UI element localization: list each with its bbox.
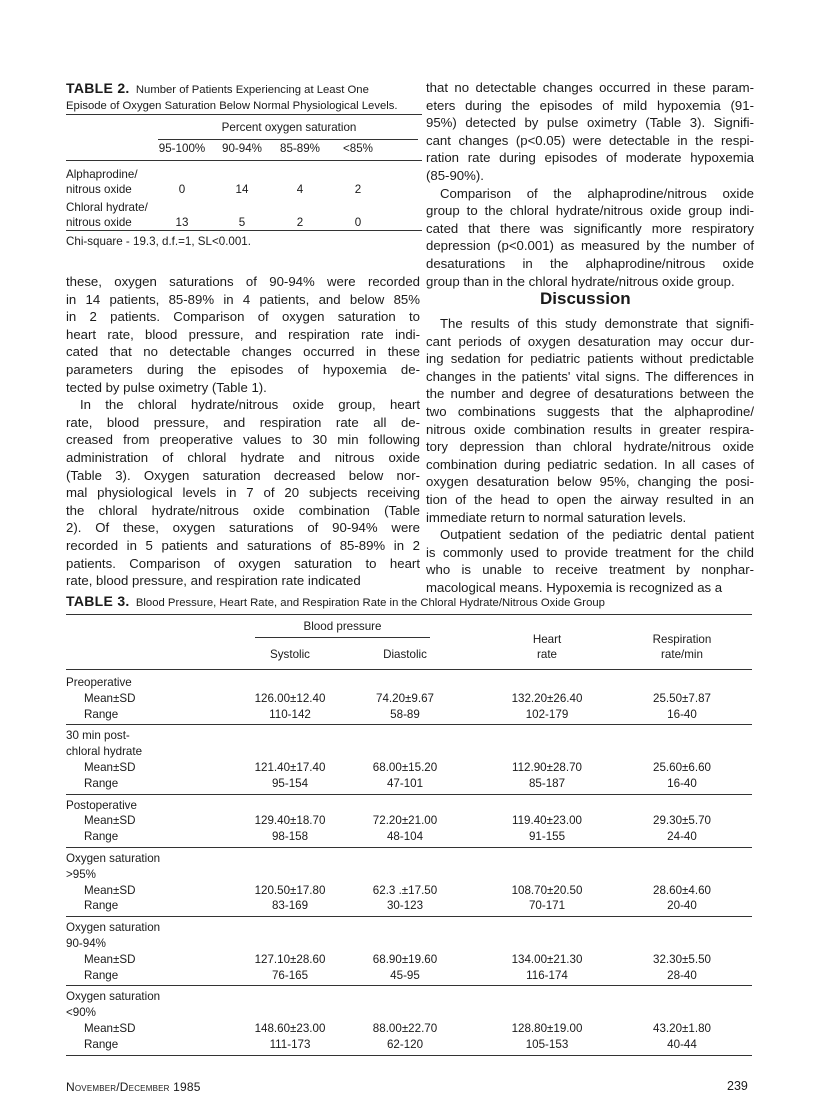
table3-cell: 47-101 <box>386 776 424 790</box>
text-line: depression (p<0.001) as measured by the number of <box>426 238 754 254</box>
table3-cell: 119.40±23.00 <box>512 814 582 828</box>
table3-cell: 30-123 <box>386 899 424 913</box>
discussion-text <box>426 315 754 597</box>
text-line: (Table 3). Oxygen saturation decreased below nor- <box>66 467 420 483</box>
text-line: eters during the episodes of mild hypoxemia (91- <box>426 97 754 113</box>
table3-row-label: Range <box>84 776 119 790</box>
table3-row-rule <box>66 847 752 848</box>
table3-group-label: chloral hydrate <box>66 745 143 759</box>
table3-group-label: Preoperative <box>66 676 132 689</box>
text-line: ing sedation for pediatric patients without predictable <box>426 351 754 367</box>
table3-cell: 74.20±9.67 <box>376 691 434 705</box>
table3-cell: 68.00±15.20 <box>372 761 438 774</box>
text-line: cant changes (p<0.05) were detectable in the respi- <box>426 132 754 148</box>
text-line: group than in the chloral hydrate/nitrous oxide group. <box>426 273 735 289</box>
table3-column-header: Systolic <box>270 648 310 661</box>
table3-row-rule <box>66 794 752 795</box>
table2-caption-line: Number of Patients Experiencing at Least One <box>135 84 369 96</box>
text-line: tory depression than chloral hydrate/nitrous oxide <box>426 439 754 455</box>
text-line: desaturations in the alphaprodine/nitrous oxide <box>426 255 754 271</box>
text-line: rate, blood pressure, and respiration rate indicated <box>66 573 361 589</box>
table3-cell: 72.20±21.00 <box>372 814 438 828</box>
text-line: in 2 patients. Comparison of oxygen saturation to <box>66 309 420 325</box>
table3-cell: 62.3 .±17.50 <box>372 883 438 897</box>
table2-row-label: Alphaprodine/ <box>66 168 138 181</box>
table3-cell: 48-104 <box>386 830 424 844</box>
text-line: tion of the head to open the airway resulted in an <box>426 491 754 507</box>
table3-cell: 95-154 <box>271 776 309 790</box>
table3-cell: 40-44 <box>667 1037 697 1051</box>
text-line: two combinations suggests that the alphaprodine/ <box>426 403 754 419</box>
text-line: The results of this study demonstrate that signifi- <box>440 316 754 331</box>
text-line: changes in the patients' vital signs. The differences in <box>426 368 754 384</box>
table2-cell: 2 <box>296 216 304 229</box>
table3-cell: 88.00±22.70 <box>372 1022 438 1035</box>
table2-column-header: 85-89% <box>280 142 320 155</box>
table3-header-rule <box>66 669 752 670</box>
table3-column-header: rate/min <box>661 648 703 661</box>
text-line: In the chloral hydrate/nitrous oxide group, heart <box>80 397 420 413</box>
table3-group-label: <90% <box>66 1006 96 1020</box>
right-column-text <box>426 79 754 290</box>
table2-caption <box>66 80 422 114</box>
table3-cell: 85-187 <box>528 776 566 790</box>
table2-top-rule <box>66 114 422 115</box>
table2-bottom-rule <box>66 230 422 231</box>
table2-row-label: Chloral hydrate/ <box>66 201 148 214</box>
table3-column-header: Respiration <box>652 633 712 646</box>
table3-row-rule <box>66 985 752 986</box>
table3-row-label: Mean±SD <box>84 952 136 966</box>
table3-cell: 28-40 <box>667 968 697 982</box>
table3-cell: 25.50±7.87 <box>653 691 711 705</box>
table3-cell: 83-169 <box>271 899 309 913</box>
text-line: 2). Of these, oxygen saturations of 90-94% were <box>66 520 420 536</box>
table3-column-header: rate <box>537 648 557 661</box>
text-line: cated that no detectable changes occurred in these <box>66 344 420 360</box>
text-line: (85-90%). <box>426 167 484 183</box>
table3-cell: 43.20±1.80 <box>653 1022 711 1035</box>
table3-cell: 121.40±17.40 <box>254 761 326 774</box>
text-line: cated that there was significantly more respiratory <box>426 220 754 236</box>
table3-label: TABLE 3. <box>66 593 130 609</box>
table2-cell: 2 <box>354 183 362 196</box>
table3-cell: 132.20±26.40 <box>511 691 583 705</box>
table3-cell: 45-95 <box>390 968 420 982</box>
text-line: mal physiological levels in 7 of 20 subjects receiving <box>66 485 420 501</box>
table3-row-rule <box>66 916 752 917</box>
table3-row-label: Range <box>84 830 119 844</box>
table2-group-header: Percent oxygen saturation <box>221 121 357 134</box>
table2-footnote: Chi-square - 19.3, d.f.=1, SL<0.001. <box>66 235 251 248</box>
text-line: group to the chloral hydrate/nitrous oxide group indi- <box>426 203 754 219</box>
table2-column-header: 90-94% <box>222 142 262 155</box>
table3-cell: 148.60±23.00 <box>254 1022 326 1035</box>
table2-row-label: nitrous oxide <box>66 183 132 196</box>
table3-cell: 70-171 <box>528 899 566 913</box>
table3-cell: 102-179 <box>525 707 569 721</box>
text-line: nitrous oxide combination results in greater respira- <box>426 421 754 437</box>
table3-cell: 62-120 <box>386 1037 424 1051</box>
table2-column-header: <85% <box>343 142 373 155</box>
table3-top-rule <box>66 614 752 615</box>
text-line: immediate return to normal saturation levels. <box>426 509 687 525</box>
table2-caption-line: Episode of Oxygen Saturation Below Normal Physiological Levels. <box>66 100 398 112</box>
table3-row-label: Mean±SD <box>84 1022 136 1035</box>
table3-cell: 128.80±19.00 <box>511 1022 583 1035</box>
table3-cell: 110-142 <box>269 707 311 721</box>
table2-cell: 0 <box>178 183 186 196</box>
table3-cell: 16-40 <box>667 707 697 721</box>
table3-cell: 91-155 <box>528 830 566 844</box>
table3-row-label: Mean±SD <box>84 814 136 828</box>
table2-cell: 0 <box>354 216 362 229</box>
table3-cell: 20-40 <box>667 899 697 913</box>
text-line: 95%) detected by pulse oximetry (Table 3). Signifi- <box>426 115 754 131</box>
table3-row-label: Range <box>84 899 119 913</box>
text-line: these, oxygen saturations of 90-94% were recorded <box>66 274 420 289</box>
table3-cell: 29.30±5.70 <box>653 814 711 828</box>
text-line: administration of chloral hydrate and nitrous oxide <box>66 449 420 465</box>
table3-cell: 16-40 <box>667 776 697 790</box>
table2-cell: 13 <box>175 216 189 229</box>
table3-row-label: Mean±SD <box>84 883 136 897</box>
text-line: rate, blood pressure, and respiration rate all de- <box>66 414 420 430</box>
table3-column-header: Diastolic <box>383 648 427 661</box>
text-line: oxygen desaturation below 95%, changing the posi- <box>426 474 754 490</box>
table3-group-label: Oxygen saturation <box>66 990 161 1004</box>
table2-cell: 4 <box>296 183 304 196</box>
table2-group-rule <box>158 139 418 140</box>
table3-row-label: Range <box>84 707 119 721</box>
text-line: Comparison of the alphaprodine/nitrous oxide <box>440 185 754 201</box>
table3-cell: 112.90±28.70 <box>512 761 582 774</box>
table3-cell: 116-174 <box>526 968 568 982</box>
table2-cell: 5 <box>238 216 246 229</box>
table2-row-label: nitrous oxide <box>66 216 132 229</box>
table2-header-rule <box>66 160 422 161</box>
table3-cell: 129.40±18.70 <box>254 814 326 828</box>
left-column-text <box>66 273 420 590</box>
table3-cell: 25.60±6.60 <box>653 761 711 774</box>
table3-group-label: 90-94% <box>66 937 106 950</box>
table3-row-rule <box>66 724 752 725</box>
table3-cell: 24-40 <box>667 830 697 844</box>
table2-column-header: 95-100% <box>158 142 206 155</box>
table3-row-label: Mean±SD <box>84 761 136 774</box>
table3-cell: 32.30±5.50 <box>653 952 711 966</box>
text-line: the chloral hydrate/nitrous oxide combination (Table <box>66 502 420 518</box>
footer-journal-issue: November/December 1985 <box>66 1080 201 1094</box>
text-line: the number and degree of desaturations between the <box>426 386 754 402</box>
text-line: cant periods of oxygen desaturation may occur dur- <box>426 333 754 349</box>
table3-cell: 134.00±21.30 <box>511 952 583 966</box>
table3-caption-text: Blood Pressure, Heart Rate, and Respiration Rate in the Chloral Hydrate/Nitrous Oxide Group <box>135 597 605 609</box>
table3-group-label: Oxygen saturation <box>66 921 161 935</box>
text-line: creased from preoperative values to 30 min following <box>66 432 420 448</box>
text-line: Outpatient sedation of the pediatric dental patient <box>440 527 754 543</box>
table3-cell: 68.90±19.60 <box>372 952 438 966</box>
table3-cell: 58-89 <box>390 707 420 721</box>
table3-group-label: >95% <box>66 867 96 881</box>
text-line: who is unable to receive treatment by nonphar- <box>426 562 754 578</box>
text-line: heart rate, blood pressure, and respiration rate indi- <box>66 326 420 342</box>
table3-cell: 28.60±4.60 <box>653 883 711 897</box>
table3-cell: 120.50±17.80 <box>254 883 326 897</box>
table3-cell: 127.10±28.60 <box>254 952 326 966</box>
text-line: macological means. Hypoxemia is recognized as a <box>426 579 723 595</box>
table3-column-header: Heart <box>532 633 562 646</box>
table3-cell: 111-173 <box>269 1037 311 1051</box>
section-heading-discussion: Discussion <box>540 289 631 308</box>
table3-group-rule <box>255 637 430 638</box>
table3-cell: 108.70±20.50 <box>511 883 583 897</box>
table3-group-label: Oxygen saturation <box>66 852 161 865</box>
text-line: recorded in 5 patients and saturations of 85-89% in 2 <box>66 537 420 553</box>
table3-group-header: Blood pressure <box>303 620 382 633</box>
text-line: parameters during the episodes of hypoxemia de- <box>66 361 420 377</box>
table3-row-label: Range <box>84 968 119 982</box>
text-line: in 14 patients, 85-89% in 4 patients, and below 85% <box>66 291 420 307</box>
text-line: tected by pulse oximetry (Table 1). <box>66 379 267 395</box>
table3-cell: 126.00±12.40 <box>254 691 326 705</box>
table3-caption <box>66 593 605 611</box>
text-line: that no detectable changes occurred in these param- <box>426 80 754 95</box>
table2-cell: 14 <box>235 183 249 196</box>
table3-group-label: 30 min post- <box>66 729 130 743</box>
table3-cell: 105-153 <box>525 1037 569 1051</box>
table2-label: TABLE 2. <box>66 80 130 96</box>
table3-row-rule <box>66 1055 752 1056</box>
text-line: combination during pediatric sedation. In all cases of <box>426 456 754 472</box>
table3-cell: 76-165 <box>271 968 309 982</box>
text-line: ration rate during episodes of moderate hypoxemia <box>426 150 754 166</box>
table3-row-label: Mean±SD <box>84 691 136 705</box>
text-line: is commonly used to provide treatment for the child <box>426 544 754 560</box>
table3-cell: 98-158 <box>271 830 309 844</box>
table3-row-label: Range <box>84 1037 119 1051</box>
page-number: 239 <box>727 1079 748 1093</box>
text-line: patients. Comparison of oxygen saturation to heart <box>66 555 420 571</box>
table3-group-label: Postoperative <box>66 798 137 812</box>
